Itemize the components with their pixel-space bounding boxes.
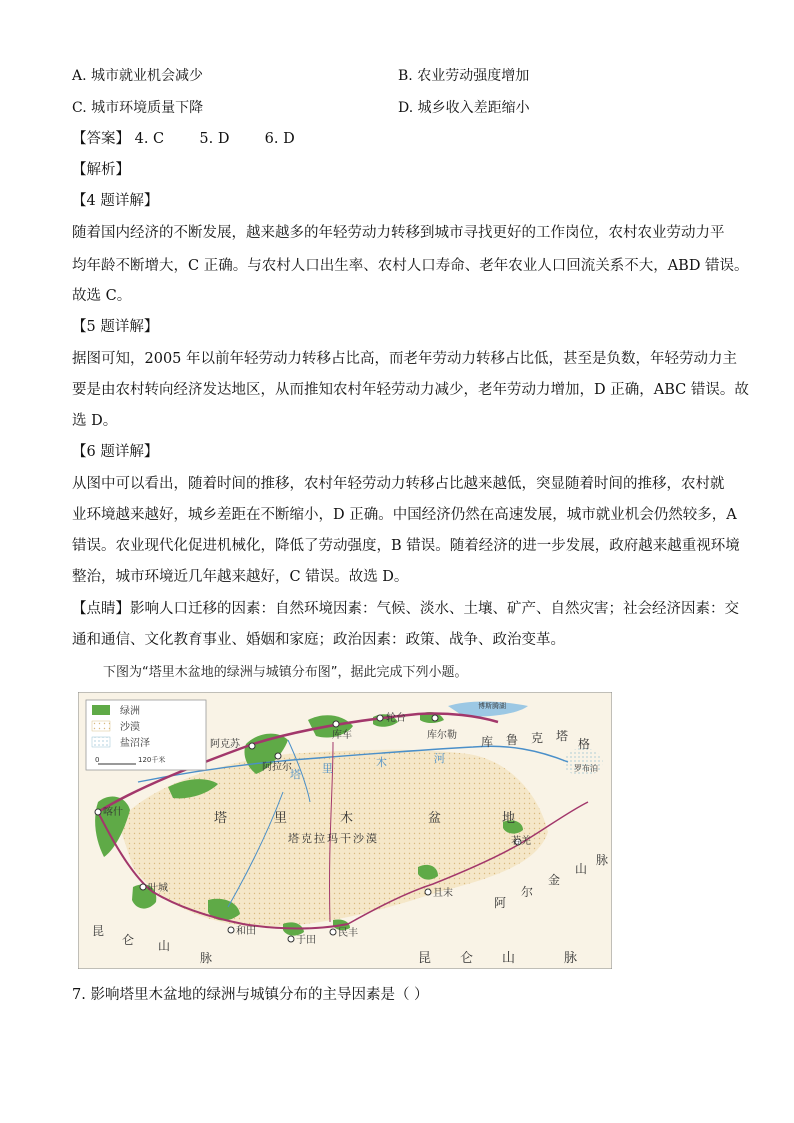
legend-desert-label: 沙漠 bbox=[120, 722, 140, 733]
answer-item: 6. D bbox=[264, 131, 295, 147]
svg-text:金: 金 bbox=[548, 873, 561, 887]
svg-text:仑: 仑 bbox=[460, 951, 474, 966]
legend-desert-swatch bbox=[92, 721, 110, 731]
svg-text:克: 克 bbox=[531, 731, 544, 745]
svg-text:木: 木 bbox=[376, 756, 387, 769]
svg-text:昆: 昆 bbox=[418, 951, 432, 966]
section-title: 【4 题详解】 bbox=[72, 193, 159, 209]
tarim-basin-map bbox=[78, 692, 612, 969]
key-point-line: 【点睛】影响人口迁移的因素：自然环境因素：气候、淡水、土壤、矿产、自然灾害；社会经济因素：交 bbox=[72, 601, 739, 617]
svg-text:山: 山 bbox=[158, 939, 171, 953]
legend-oasis-swatch bbox=[92, 705, 110, 715]
paragraph-line: 错误。农业现代化促进机械化，降低了劳动强度，B 错误。随着经济的进一步发展，政府越来越重视环境 bbox=[72, 538, 740, 554]
svg-text:阿: 阿 bbox=[494, 896, 507, 910]
svg-text:盆: 盆 bbox=[428, 811, 442, 826]
option-c: C. 城市环境质量下降 bbox=[72, 100, 204, 116]
legend-oasis-label: 绿洲 bbox=[120, 706, 140, 717]
city-label: 喀什 bbox=[103, 807, 123, 818]
question-7: 7. 影响塔里木盆地的绿洲与城镇分布的主导因素是（ ） bbox=[72, 987, 429, 1003]
paragraph-line: 要是由农村转向经济发达地区，从而推知农村年轻劳动力减少，老年劳动力增加，D 正确，ABC 错误。故 bbox=[72, 382, 749, 398]
legend-marsh-swatch bbox=[92, 737, 110, 747]
paragraph-line: 故选 C。 bbox=[72, 288, 132, 304]
section-title: 【5 题详解】 bbox=[72, 319, 159, 335]
svg-text:塔: 塔 bbox=[556, 729, 569, 743]
paragraph-line: 据图可知，2005 年以前年轻劳动力转移占比高，而老年劳动力转移占比低，甚至是负数，年轻劳动力主 bbox=[72, 351, 738, 367]
city-label: 若羌 bbox=[511, 836, 531, 847]
section-title: 【6 题详解】 bbox=[72, 444, 159, 460]
bosten-label: 博斯腾湖 bbox=[478, 702, 506, 710]
city-label: 于田 bbox=[296, 935, 316, 946]
city-label: 阿克苏 bbox=[210, 739, 240, 750]
svg-text:格: 格 bbox=[578, 737, 591, 751]
paragraph-line: 业环境越来越好，城乡差距在不断缩小，D 正确。中国经济仍然在高速发展，城市就业机会仍然较多，A bbox=[72, 507, 737, 523]
svg-text:鲁: 鲁 bbox=[506, 733, 519, 747]
svg-text:仑: 仑 bbox=[122, 933, 135, 947]
svg-text:昆: 昆 bbox=[92, 924, 105, 938]
svg-text:里: 里 bbox=[274, 811, 288, 826]
option-a: A. 城市就业机会减少 bbox=[72, 68, 204, 84]
scale-length: 120千米 bbox=[138, 756, 166, 764]
analysis-label: 【解析】 bbox=[72, 162, 130, 178]
lop-label: 罗布泊 bbox=[574, 764, 598, 773]
svg-text:库: 库 bbox=[481, 735, 494, 749]
svg-text:山: 山 bbox=[502, 951, 516, 966]
city-label: 库尔勒 bbox=[427, 730, 457, 741]
city-label: 且末 bbox=[433, 888, 453, 899]
paragraph-line: 随着国内经济的不断发展，越来越多的年轻劳动力转移到城市寻找更好的工作岗位，农村农业劳动力平 bbox=[72, 225, 725, 241]
svg-text:脉: 脉 bbox=[564, 951, 578, 966]
option-d: D. 城乡收入差距缩小 bbox=[398, 100, 530, 116]
svg-text:山: 山 bbox=[575, 862, 588, 876]
city-label: 和田 bbox=[236, 926, 256, 937]
svg-text:尔: 尔 bbox=[521, 885, 534, 899]
answer-item: 5. D bbox=[199, 131, 230, 147]
svg-text:塔: 塔 bbox=[290, 768, 301, 781]
city-label: 库车 bbox=[332, 730, 352, 741]
paragraph-line: 从图中可以看出，随着时间的推移，农村年轻劳动力转移占比越来越低，突显随着时间的推移，农村就 bbox=[72, 476, 725, 492]
svg-text:脉: 脉 bbox=[596, 853, 609, 867]
desert-label: 塔克拉玛干沙漠 bbox=[288, 832, 379, 845]
legend-marsh-label: 盐沼泽 bbox=[120, 738, 150, 749]
paragraph-line: 选 D。 bbox=[72, 413, 118, 429]
paragraph-line: 整治，城市环境近几年越来越好，C 错误。故选 D。 bbox=[72, 569, 409, 585]
paragraph-line: 均年龄不断增大，C 正确。与农村人口出生率、农村人口寿命、老年农业人口回流关系不大，ABD 错误。 bbox=[72, 258, 749, 274]
city-label: 阿拉尔 bbox=[262, 762, 292, 773]
figure-intro: 下图为“塔里木盆地的绿洲与城镇分布图”，据此完成下列小题。 bbox=[103, 665, 468, 680]
answer-item: 4. C bbox=[134, 131, 165, 147]
option-b: B. 农业劳动强度增加 bbox=[398, 68, 530, 84]
scale-zero: 0 bbox=[95, 756, 100, 764]
svg-text:地: 地 bbox=[502, 811, 516, 826]
city-label: 轮台 bbox=[386, 713, 406, 724]
answer-label: 【答案】 bbox=[72, 131, 130, 147]
svg-text:里: 里 bbox=[322, 762, 333, 775]
svg-text:木: 木 bbox=[340, 811, 354, 826]
svg-text:塔: 塔 bbox=[214, 811, 228, 826]
city-label: 叶城 bbox=[148, 883, 168, 894]
city-label: 民丰 bbox=[338, 928, 358, 939]
key-point-line: 通和通信、文化教育事业、婚姻和家庭；政治因素：政策、战争、政治变革。 bbox=[72, 632, 565, 648]
svg-text:脉: 脉 bbox=[200, 951, 213, 965]
answer-line bbox=[72, 129, 295, 149]
svg-text:河: 河 bbox=[434, 752, 445, 765]
